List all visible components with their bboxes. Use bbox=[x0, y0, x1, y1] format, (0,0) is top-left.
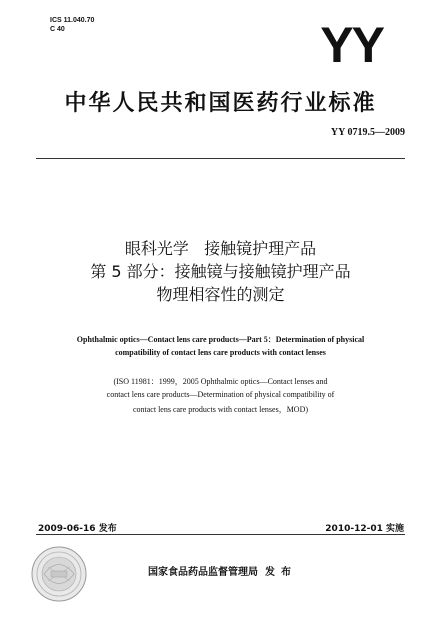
iso-reference-line-3: contact lens care products with contact lenses，MOD) bbox=[132, 405, 309, 414]
ics-code: ICS 11.040.70 bbox=[50, 17, 95, 24]
iso-reference-line-1: (ISO 11981：1999，2005 Ophthalmic optics—Contact lenses and bbox=[113, 377, 328, 386]
en-title-line-2: compatibility of contact lens care products with contact lenses bbox=[115, 348, 326, 357]
ccs-code: C 40 bbox=[50, 26, 65, 33]
standard-number: YY 0719.5—2009 bbox=[330, 127, 405, 138]
header-divider bbox=[36, 158, 405, 159]
cn-title-line-3: 物理相容性的测定 bbox=[156, 285, 285, 304]
publish-date: 2009-06-16 发布 bbox=[38, 524, 117, 534]
ics-code-block bbox=[50, 16, 94, 34]
footer-divider bbox=[36, 534, 405, 535]
implement-date: 2010-12-01 实施 bbox=[325, 524, 404, 534]
cn-title-line-1: 眼科光学 接触镜护理产品 bbox=[124, 239, 317, 258]
issuer-name: 国家食品药品监督管理局 bbox=[148, 567, 258, 578]
issuer-publish-label: 发布 bbox=[265, 567, 297, 578]
cn-title-line-2: 第 5 部分：接触镜与接触镜护理产品 bbox=[90, 262, 351, 281]
en-title-line-1: Ophthalmic optics—Contact lens care products—Part 5：Determination of physical bbox=[76, 335, 365, 344]
yy-logo: YY bbox=[320, 17, 383, 73]
anti-counterfeit-seal-icon bbox=[30, 545, 88, 603]
iso-reference-line-2: contact lens care products—Determination of physical compatibility of bbox=[106, 390, 335, 399]
standard-title: 中华人民共和国医药行业标准 bbox=[64, 91, 377, 116]
